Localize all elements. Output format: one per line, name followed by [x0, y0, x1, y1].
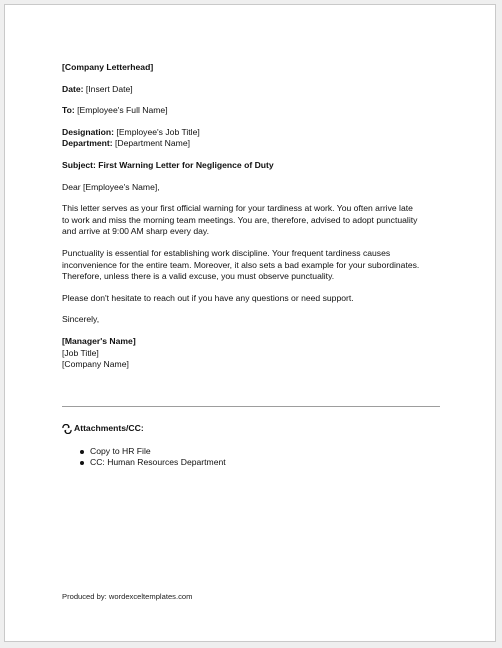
to-value: [Employee's Full Name] — [74, 105, 168, 116]
closing: Sincerely, — [62, 314, 100, 325]
paragraph-2 — [62, 248, 444, 283]
letter-body — [62, 62, 444, 371]
attachment-item-1: Copy to HR File — [90, 445, 151, 456]
date-line — [62, 84, 444, 96]
paragraph-2-line-3: Therefore, unless there is a valid excuse, you must observe punctuality. — [62, 271, 335, 282]
department-value: [Department Name] — [112, 138, 190, 149]
attachments-title: Attachments/CC: — [74, 423, 144, 433]
date-label: Date: — [62, 83, 84, 94]
attachment-item-2: CC: Human Resources Department — [90, 457, 226, 468]
bullet-icon — [80, 450, 84, 454]
bullet-icon — [80, 461, 84, 465]
designation-line — [62, 127, 444, 139]
salutation: Dear [Employee's Name], — [62, 181, 160, 192]
company-name: [Company Name] — [62, 359, 129, 370]
to-label: To: — [62, 105, 75, 116]
list-item — [62, 457, 444, 469]
paragraph-1-line-2: to work and miss the morning team meetings. You are, therefore, advised to adopt punctuality — [62, 214, 418, 225]
attachments-section — [62, 423, 444, 469]
paragraph-3: Please don't hesitate to reach out if you have any questions or need support. — [62, 292, 354, 303]
manager-name: [Manager's Name] — [62, 335, 136, 346]
attachments-list — [62, 446, 444, 469]
list-item — [62, 446, 444, 458]
designation-value: [Employee's Job Title] — [114, 126, 200, 137]
paragraph-2-line-2: inconvenience for the entire team. Moreover, it also sets a bad example for your subordinates. — [62, 259, 420, 270]
paragraph-1 — [62, 203, 444, 238]
footer-credit: Produced by: wordexceltemplates.com — [62, 592, 193, 601]
divider-line — [62, 406, 440, 407]
attachments-heading — [62, 423, 444, 435]
paragraph-1-line-3: and arrive at 9:00 AM sharp every day. — [62, 226, 209, 237]
document-page — [4, 4, 496, 642]
date-value: [Insert Date] — [83, 83, 133, 94]
department-line — [62, 138, 444, 150]
designation-label: Designation: — [62, 126, 115, 137]
department-label: Department: — [62, 138, 113, 149]
subject-line: Subject: First Warning Letter for Negligence of Duty — [62, 159, 274, 170]
job-title: [Job Title] — [62, 347, 99, 358]
paragraph-2-line-1: Punctuality is essential for establishing work discipline. Your frequent tardiness causes — [62, 247, 391, 258]
to-line — [62, 105, 444, 117]
paragraph-1-line-1: This letter serves as your first official warning for your tardiness at work. You often arrive late — [62, 203, 413, 214]
attachment-arrows-icon — [62, 424, 72, 434]
company-letterhead: [Company Letterhead] — [62, 62, 154, 72]
